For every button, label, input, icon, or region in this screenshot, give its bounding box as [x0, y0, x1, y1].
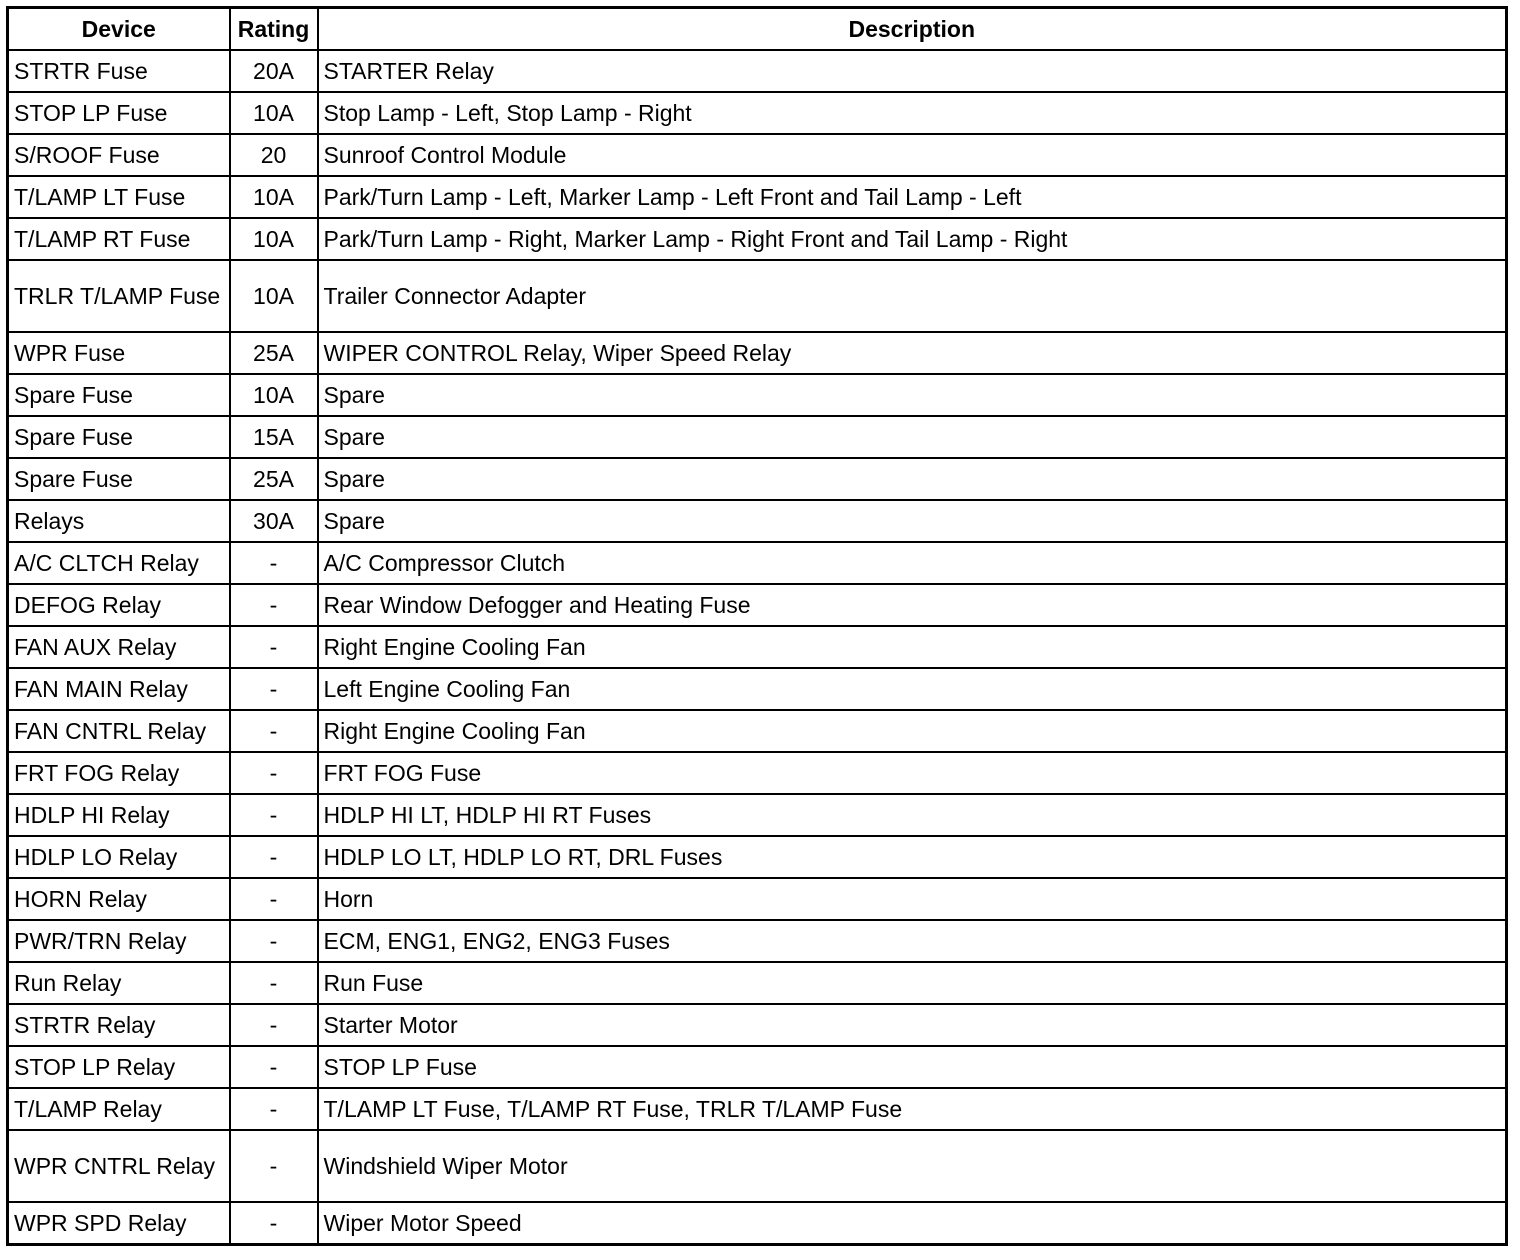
cell-rating: - [230, 710, 318, 752]
table-row [8, 260, 1507, 332]
cell-description: STARTER Relay [318, 50, 1507, 92]
cell-device: DEFOG Relay [8, 584, 230, 626]
cell-rating: - [230, 584, 318, 626]
table-row [8, 752, 1507, 794]
cell-device: STRTR Relay [8, 1004, 230, 1046]
cell-rating: - [230, 1130, 318, 1202]
cell-device: T/LAMP Relay [8, 1088, 230, 1130]
cell-device: WPR Fuse [8, 332, 230, 374]
cell-description: Park/Turn Lamp - Right, Marker Lamp - Right Front and Tail Lamp - Right [318, 218, 1507, 260]
cell-description: Left Engine Cooling Fan [318, 668, 1507, 710]
table-row [8, 878, 1507, 920]
cell-device: FAN CNTRL Relay [8, 710, 230, 752]
cell-description: Starter Motor [318, 1004, 1507, 1046]
cell-device: FAN MAIN Relay [8, 668, 230, 710]
table-header-row [8, 8, 1507, 51]
table-row [8, 1004, 1507, 1046]
table-row [8, 1046, 1507, 1088]
cell-rating: 10A [230, 374, 318, 416]
cell-rating: 20 [230, 134, 318, 176]
cell-description: STOP LP Fuse [318, 1046, 1507, 1088]
cell-description: FRT FOG Fuse [318, 752, 1507, 794]
header-device: Device [8, 8, 230, 51]
table-body [8, 50, 1507, 1245]
cell-description: WIPER CONTROL Relay, Wiper Speed Relay [318, 332, 1507, 374]
cell-device: A/C CLTCH Relay [8, 542, 230, 584]
cell-rating: - [230, 920, 318, 962]
cell-device: TRLR T/LAMP Fuse [8, 260, 230, 332]
table-row [8, 92, 1507, 134]
cell-device: Spare Fuse [8, 374, 230, 416]
cell-device: STOP LP Relay [8, 1046, 230, 1088]
cell-description: Spare [318, 374, 1507, 416]
table-row [8, 584, 1507, 626]
cell-device: FRT FOG Relay [8, 752, 230, 794]
table-row [8, 1088, 1507, 1130]
cell-description: Rear Window Defogger and Heating Fuse [318, 584, 1507, 626]
table-row [8, 176, 1507, 218]
cell-description: Stop Lamp - Left, Stop Lamp - Right [318, 92, 1507, 134]
table-row [8, 626, 1507, 668]
cell-description: T/LAMP LT Fuse, T/LAMP RT Fuse, TRLR T/LAMP Fuse [318, 1088, 1507, 1130]
fuse-relay-table [6, 6, 1508, 1246]
table-row [8, 1130, 1507, 1202]
cell-rating: - [230, 542, 318, 584]
table-row [8, 416, 1507, 458]
cell-rating: - [230, 668, 318, 710]
cell-device: Run Relay [8, 962, 230, 1004]
table-row [8, 794, 1507, 836]
cell-rating: - [230, 794, 318, 836]
cell-device: T/LAMP LT Fuse [8, 176, 230, 218]
cell-rating: 10A [230, 218, 318, 260]
cell-description: ECM, ENG1, ENG2, ENG3 Fuses [318, 920, 1507, 962]
cell-device: Relays [8, 500, 230, 542]
cell-device: Spare Fuse [8, 458, 230, 500]
cell-device: T/LAMP RT Fuse [8, 218, 230, 260]
cell-description: Sunroof Control Module [318, 134, 1507, 176]
table-row [8, 332, 1507, 374]
table-row [8, 458, 1507, 500]
cell-rating: 30A [230, 500, 318, 542]
cell-device: HORN Relay [8, 878, 230, 920]
cell-rating: - [230, 626, 318, 668]
cell-description: A/C Compressor Clutch [318, 542, 1507, 584]
header-description: Description [318, 8, 1507, 51]
table-row [8, 710, 1507, 752]
table-row [8, 542, 1507, 584]
cell-description: Right Engine Cooling Fan [318, 626, 1507, 668]
cell-description: Spare [318, 416, 1507, 458]
table-row [8, 374, 1507, 416]
cell-device: FAN AUX Relay [8, 626, 230, 668]
cell-device: Spare Fuse [8, 416, 230, 458]
cell-description: Spare [318, 458, 1507, 500]
cell-description: Run Fuse [318, 962, 1507, 1004]
cell-device: WPR SPD Relay [8, 1202, 230, 1245]
table-row [8, 836, 1507, 878]
cell-rating: 10A [230, 176, 318, 218]
cell-device: HDLP LO Relay [8, 836, 230, 878]
cell-rating: - [230, 1202, 318, 1245]
table-row [8, 668, 1507, 710]
cell-rating: 25A [230, 458, 318, 500]
cell-rating: - [230, 962, 318, 1004]
cell-description: Trailer Connector Adapter [318, 260, 1507, 332]
cell-device: PWR/TRN Relay [8, 920, 230, 962]
cell-rating: - [230, 836, 318, 878]
cell-device: STRTR Fuse [8, 50, 230, 92]
cell-description: Right Engine Cooling Fan [318, 710, 1507, 752]
cell-rating: - [230, 1088, 318, 1130]
table-row [8, 500, 1507, 542]
cell-description: Wiper Motor Speed [318, 1202, 1507, 1245]
table-row [8, 962, 1507, 1004]
cell-rating: - [230, 1046, 318, 1088]
table-row [8, 50, 1507, 92]
table-row [8, 134, 1507, 176]
cell-device: HDLP HI Relay [8, 794, 230, 836]
cell-rating: - [230, 752, 318, 794]
cell-rating: 20A [230, 50, 318, 92]
cell-description: HDLP HI LT, HDLP HI RT Fuses [318, 794, 1507, 836]
cell-description: HDLP LO LT, HDLP LO RT, DRL Fuses [318, 836, 1507, 878]
cell-description: Park/Turn Lamp - Left, Marker Lamp - Left Front and Tail Lamp - Left [318, 176, 1507, 218]
cell-rating: 10A [230, 260, 318, 332]
table-row [8, 1202, 1507, 1245]
cell-rating: - [230, 878, 318, 920]
cell-device: STOP LP Fuse [8, 92, 230, 134]
cell-rating: 10A [230, 92, 318, 134]
header-rating: Rating [230, 8, 318, 51]
cell-rating: - [230, 1004, 318, 1046]
cell-description: Windshield Wiper Motor [318, 1130, 1507, 1202]
cell-rating: 25A [230, 332, 318, 374]
cell-description: Spare [318, 500, 1507, 542]
cell-description: Horn [318, 878, 1507, 920]
cell-rating: 15A [230, 416, 318, 458]
table-row [8, 218, 1507, 260]
cell-device: WPR CNTRL Relay [8, 1130, 230, 1202]
table-row [8, 920, 1507, 962]
cell-device: S/ROOF Fuse [8, 134, 230, 176]
